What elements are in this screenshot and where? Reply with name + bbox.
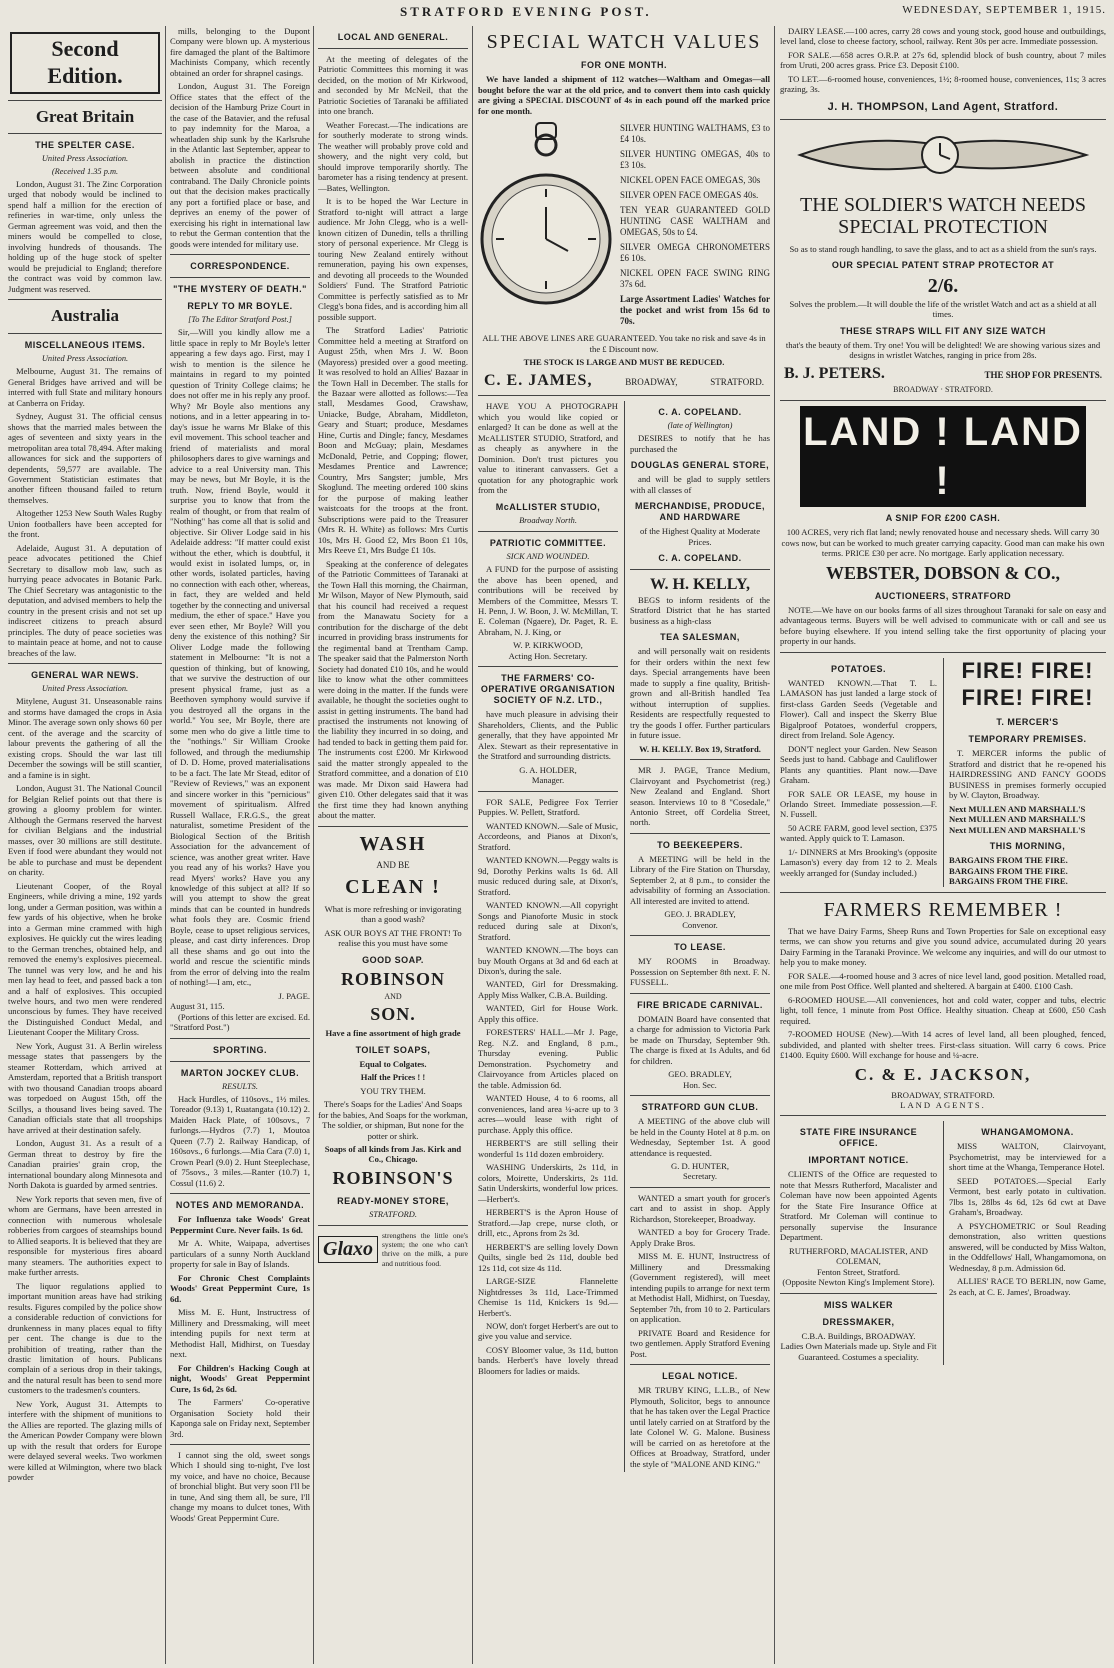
patriotic-heading: PATRIOTIC COMMITTEE. [489,537,607,548]
gun-club-heading: STRATFORD GUN CLUB. [641,1102,759,1113]
ads-left [478,401,618,1472]
column-rule [313,26,314,1664]
farmers-heading: FARMERS REMEMBER ! [823,898,1063,921]
fire-banner: FIRE! FIRE! [961,684,1094,710]
column-1 [8,26,162,1664]
glaxo-logo: Glaxo [318,1236,378,1262]
letter-date: August 31, 115. [170,1001,225,1012]
mullen-line: Next MULLEN AND MARSHALL'S [949,814,1086,825]
column-2 [170,26,310,1664]
copeland-text: DESIRES to notify that he has purchased the [630,433,770,454]
glaxo-ad [318,1231,468,1268]
property-ad: FOR SALE.—4-roomed house and 3 acres of nice level land, good position. Metalled road, one mile from Post Office. Well planted and sheltered. A bargain at £400. £100 Cash. [780,970,1106,992]
column-5 [780,26,1106,1664]
article-paragraph: Adelaide, August 31. A deputation of peace advocates petitioned the Chief Secretary to disallow mob law, such as hurrying peace advocates in Botanic Park. The Chief Secretary was antagonistic to the deputation, and advised members to help the country in the present crisis and not set up indiscreet citizens to preach absurd principles. The duty of peace societies was to maintain peace at home, and not to cause breaches of the law. [8,542,162,658]
classified-ad: HERBERT'S are selling lovely Down Quilts, single bed 2s 11d, double bed 12s 11d, cot size 4s 11d. [478,1241,618,1273]
mullen-line: Next MULLEN AND MARSHALL'S [949,803,1086,814]
beekeepers-heading: TO BEEKEEPERS. [657,839,743,850]
mullen-line: Next MULLEN AND MARSHALL'S [949,824,1086,835]
price-item: SILVER HUNTING WALTHAMS, £3 to £4 10s. [620,123,770,145]
column-rule [165,26,166,1664]
land-text: 100 ACRES, very rich flat land; newly renovated house and necessary sheds. Will carry 30 cows now, but can be worked to much greater carrying capacity. Good man can make his own terms. PRICE £30 per acre. No mortgage. Early application necessary. [781,527,1105,559]
and-word: AND [384,992,402,1002]
classified-ad: HERBERT'S is the Apron House of Stratford.—Jap crepe, nurse cloth, or drill, etc., Aprons from 2s 3d. [478,1207,618,1239]
article-paragraph: The Stratford Ladies' Patriotic Committee held a meeting at Stratford on August 25th, when Mrs J. W. Boon (Mayoress) presided over a good meeting. It was resolved to hold an Allies' Bazaar in the Town Hall in December. The stalls for the Bazaar were allotted as follows:—Tea stall, Mesdames Good, Crawshaw, Uniacke, Budge, Abraham, Middleton, Geary and Stuart; produce, Mesdames Hine, Curtis and Dingle; fancy, Mesdames Boon and McGuay; plain, Mesdames McDonald, Petrie, and Copping; flower, Mesdames Prentice and Lawrence; Country, Mrs Sangster; jumble, Mrs Skoglund. The meeting ordered 100 skins for the purpose of making leather waistcoats for the troops at the front. Subscriptions were paid to the Treasurer (Mrs R. H. White) as follows: Mrs Curtis 10s, Mrs H. Good £2, Mrs Boon £1 10s, Mrs Reeve £1, Mrs Budge £1 10s. [318,325,468,556]
article-paragraph: Mitylene, August 31. Unseasonable rains and storms have damaged the crops in Asia Minor. The average sown only shows 60 per cent. of the average and the scarcity of labour prevents the gathering of all the existing crops. Should the war last till December the sowings will be still scantier, and a famine is in sight. [8,696,162,780]
classified-ad: MISS WALTON, Clairvoyant, Psychometrist, may be interviewed for a short time at the Whanga, Temperance Hotel. [949,1141,1106,1173]
mystery-heading: "THE MYSTERY OF DEATH." [173,284,307,295]
press-association: United Press Association. [41,154,129,164]
state-fire-text: CLIENTS of the Office are requested to note that Messrs Rutherford, Macalister and Coleman have now been appointed Agents for the State Fire Insurance Office at Stratford. Mr Coleman will continue to personally supervise the Insurance Department. [780,1169,937,1243]
carnival-text: DOMAIN Board have consented that a charge for admission to Victoria Park be made on Thursday, September 9th. The charge is fixed at 1s Adults, and 6d for children. [630,1013,770,1066]
temp-premises: TEMPORARY PREMISES. [968,734,1087,745]
peters-footer [784,364,1102,384]
sporting-heading: SPORTING. [212,1044,267,1055]
kelly-trade: TEA SALESMAN, [660,632,740,643]
classified-ad: WANTED a smart youth for grocer's cart and to assist in shop. Apply Richardson, Storekeeper, Broadway. [630,1192,770,1224]
article-paragraph: Altogether 1253 New South Wales Rugby Union footballers have been accepted for the front. [8,508,162,540]
guarantee-line: ALL THE ABOVE LINES ARE GUARANTEED. You take no risk and save 4s in the £ Discount now. [482,333,766,354]
try-them: YOU TRY THEM. [360,1085,426,1096]
letter-text: Sir,—Will you kindly allow me a little space in reply to Mr Boyle's letter appearing a few days ago. First, may I wish to mention is the silence he maintains in regard to my pointed question of Trinity College claims; he does not offer me in his reply any proof. Why? Mr Boyle also mentions any notions, and in a letter appearing in to-day's issue he warns Mr Blake of this evil movement. This school teacher and friend of materialists and moral philosophers dares to give warnings and advice to a real University man. This may be news, but Mr Boyle, it is the truth. Now, friend Boyle, would it surprise you to know that from the realm of thought, or from that realm of "Nothing" has come all that is solid and objective. Sir Oliver Lodge said in his Adelaide address: "If matter could exist without the ether, which is doubtful, it would exist in isolated lumps, or, in other words, isolated particles, having no connection with each other, whereas, in fact, they are welded and held together by the connecting and universal medium, the ether of space." Have you ever seen ether, Mr Boyle? Will you deny the existence of this nothing? Sir Oliver Lodge made the following statement in Melbourne: "It is not a question of thinking, but of knowing, that we survive the destruction of our present physical frame, just as a Beethoven symphony would survive if you destroyed all the organs in the world." You see, Mr Boyle, there are some men who do give a little time to the "nothings." Sir William Crooke followed, and through the mediumship of D. D. Home, proved materialisations to be a fact. The late Mr Stead, editor of "Review of Reviews," was an exponent and sincere worker in this "pernicious" movement of spiritualism. Alfred Russell Wallace, F.R.G.S., the great naturalist, sometime President of the Biological Section of the British Association for the advancement of science, was another great writer. Have you read any of his works? Have you read Myers' works? Have you any knowledge of this subject at all? If so will you attempt to show the great minds that can be counted in hundreds what fools they are. Cosmic friend Boyle, cease to upset religious services, please, and cast dirty inferences. Drop all these shams and go out into the world and rescue the scientific minds from the error of delving into the realm of nothing!—I am, etc., [170,327,310,988]
peters-name: B. J. PETERS. [784,364,885,382]
bargains-line: BARGAINS FROM THE FIRE. [949,876,1068,887]
soldier-text: So as to stand rough handling, to save the glass, and to act as a shield from the sun's rays. [789,243,1097,254]
two-column-ads [478,401,770,1472]
strap-price: 2/6. [927,275,959,298]
store-type: READY-MONEY STORE, [337,1195,449,1206]
classified-ad: COSY Bloomer value, 3s 11d, button bands. Herbert's have lovely thread Bloomers for ladies or maids. [478,1344,618,1376]
for-one-month: FOR ONE MONTH. [581,60,667,71]
ads-right [943,1121,1106,1365]
classified-ad: WANTED, Girl for Dressmaking. Apply Miss Walker, C.B.A. Building. [478,979,618,1000]
classified-ad: SEED POTATOES.—Special Early Vermont, best early potato in cultivation. 7lbs 1s, 28lbs 4s 6d, 12s 6d cwt at Dave Graham's, Broadway. [949,1175,1106,1218]
note-item: Miss M. E. Hunt, Instructress of Millinery and Dressmaking, will meet intending pupils for next term at Methodist Hall, Midhirst, on Tuesday next. [170,1307,310,1360]
photo-ad: HAVE YOU A PHOTOGRAPH which you would like copied or enlarged? It can be done as well at the McALLISTER STUDIO, Stratford, and as cheaply as anywhere in the Dominion. Don't trust pictures you value to itinerant canvassers. Get a quotation for any photographic work from the [478,401,618,496]
article-paragraph: New York, August 31. A Berlin wireless message states that passengers by the steamer Rotterdam, which arrived at Amsterdam, reported that a British transport with two thousand Canadian troops aboard was torpedoed on August 15th, off the Scillys, a thousand lives being saved. The Canadian officials state that all troopships have arrived at their destination safely. [8,1040,162,1135]
classified-ad: WANTED a boy for Grocery Trade. Apply Drake Bros. [630,1227,770,1248]
race-results: Hack Hurdles, of 110sovs., 1½ miles. Toreador (9.13) 1, Ruatangata (10.12) 2. Maiden Hack Plate, of 100sovs., 7 furlongs.—Hydros (7.7) 1, Moutoa Queen (7.7) 2. Railway Handicap, of 160sovs., 6 furlongs.—Mia Cara (7.0) 1, Crown Pearl (9.0) 2. Hunt Steeplechase, of 75sovs., 3 miles.—Ranter (10.7) 1, Cossul (11.6) 2. [170,1093,310,1188]
mercer-name: T. MERCER'S [996,717,1059,728]
masthead [0,0,1114,22]
holder-role: Manager. [531,775,565,786]
article-paragraph: Speaking at the conference of delegates of the Patriotic Committees of Taranaki at the Town Hall this morning, the Chairman, Mr Wilson, Mayor of New Plymouth, said that his council had received a request from the Manawatu Society for a contribution for the discharge of the debt incurred in providing brass instruments for the regimental band at Trentham Camp. The speaker said that the Palmerston North Society had donated £10 10s, and he would like to know what the other committees were doing in the matter. If the funds were available, he thought the societies ought to assist in getting instruments. The band had practised the instruments not knowing of the liability they incurred in so doing, and had tended to back in getting them paid for. The instruments cost £200. Mr Kirkwood said the matter strongly appealed to the Stratford committee, and a donation of £10 was made. Mr Dixon said Hawera had given £10. Other delegates said that it was the first time they had known anything about the matter. [318,558,468,821]
classified-ad: A PSYCHOMETRIC or Soul Reading demonstration, also written questions answered, will be conducted by Miss Walton, in the Oddfellows' Hall, Whangamomona, on Wednesday, 8 p.m. Admission 6d. [949,1220,1106,1273]
classified-ad: WASHING Underskirts, 2s 11d, in colors, Moirette, Underskirts, 2s 11d. Satin Underskirts, wonderful low prices.—Herbert's. [478,1162,618,1204]
potatoes-heading: POTATOES. [830,663,886,674]
important-notice: IMPORTANT NOTICE. [808,1155,909,1166]
copeland-text: and will be glad to supply settlers with all classes of [630,474,770,495]
classified-ad: 50 ACRE FARM, good level section, £375 wanted. Apply quick to T. Lamason. [780,822,937,844]
article-paragraph: London, August 31. As a result of a German threat to destroy by fire the Canadian prairies' grain crop, the international boundary along Minnesota and North Dakota is guarded by armed sentries. [8,1138,162,1191]
watch-values-heading: SPECIAL WATCH VALUES [486,31,762,53]
soap-question: What is more refreshing or invigorating than a good wash? [324,903,462,925]
classified-ad: 1/- DINNERS at Mrs Brooking's (opposite Lamason's) every day from 12 to 2. Meals weekly arranged for (Sunday included.) [780,846,937,878]
webster-name: WEBSTER, DOBSON & CO., [825,562,1061,583]
article-paragraph: New York, August 31. Attempts to interfere with the shipment of munitions to the Allies are reported. The glazing mills of the American Powder Company were blown up with the result that orders for Europe were delayed several weeks. Two workmen were killed at Wilmington, where two black powder [8,1398,162,1483]
classified-ad: FOR SALE, Pedigree Fox Terrier Puppies. W. Pellett, Stratford. [478,796,618,818]
price-item: SILVER OPEN FACE OMEGAS 40s. [620,190,759,201]
article-paragraph: Melbourne, August 31. The remains of General Bridges have arrived and will be interred with full State and military honours at Canberra on Friday. [8,366,162,408]
note-item: For Children's Hacking Cough at night, Woods' Great Peppermint Cure, 1s 6d, 2s 6d. [170,1362,310,1394]
great-britain-heading: Great Britain [35,106,135,126]
price-item: Large Assortment Ladies' Watches for the pocket and wrist from 15s 6d to 70s. [620,293,770,326]
farmers-coop-text: have much pleasure in advising their Shareholders, Clients, and the Public generally, that they have appointed Mr Alex. Stewart as their representative in the Stratford and surrounding districts. [478,709,618,762]
copeland-name: C. A. COPELAND. [658,407,742,418]
kelly-box: W. H. KELLY. Box 19, Stratford. [639,743,761,754]
classified-ad: DON'T neglect your Garden. New Season Seeds just to hand. Cabbage and Cauliflower Plants any quantities. Plant now.—Dave Graham. [780,743,937,786]
newspaper-title: STRATFORD EVENING POST. [400,4,652,19]
article-paragraph: It is to be hoped the War Lecture in Stratford to-night will attract a large audience. Mr John Clegg, who is a well-known citizen of Dunedin, tells a thrilling story of personal experience. Mr Clegg is touring New Zealand entirely without remuneration, paying his own expenses, and devoting all proceeds to the Wounded Soldiers' Fund. The Stratford Patriotic Committee is perfectly satisfied as to Mr Clegg's bona fides, and is according him all possible support. [318,196,468,322]
property-ad: TO LET.—6-roomed house, conveniences, 1½; 8-roomed house, conveniences, 11s; 3 acres grazing, 3s. [780,73,1106,95]
beekeepers-text: A MEETING will be held in the Library of the Fire Station on Thursday, September 2, at 8 p.m., to consider the advisability of forming an Association. All interested are invited to attend. [630,853,770,906]
pocket-watch-icon [478,119,614,333]
equal-colgates: Equal to Colgates. [359,1058,427,1069]
walker-trade: DRESSMAKER, [822,1316,895,1327]
column-4 [478,26,770,1664]
reply-heading: REPLY TO MR BOYLE. [187,301,293,312]
hunter-name: G. D. HUNTER, [670,1161,729,1171]
legal-text: MR TRUBY KING, L.L.B., of New Plymouth, Solicitor, begs to announce that he has taken over the Legal Practice until lately carried on at Stratford by the late Colonel W. G. Malone. Business will be carried on as heretofore at the Offices at Broadway, Stratford, under the style of "MALONE AND KING." [630,1385,770,1469]
classified-ad: WANTED, Girl for House Work. Apply this office. [478,1003,618,1024]
article-paragraph: New York reports that seven men, five of whom are Germans, have been arrested in connection with numerous wholesale robberies from cargoes of steamships bound to Allied seaports. It is believed that they are responsible for mysterious fires aboard many steamers. The authorities expect to make further arrests. [8,1193,162,1278]
kelly-text: BEGS to inform residents of the Stratford District that he has started business as a high-class [630,594,770,626]
article-paragraph: Weather Forecast.—The indications are for southerly moderate to strong winds. The weather will probably prove cold and showery, and the night very cold, but should improve temporarily shortly. The barometer has a rising tendency at present.—Bates, Wellington. [318,119,468,193]
classified-ad: ALLIES' RACE TO BERLIN, now Game, 2s each, at C. E. James', Broadway. [949,1276,1106,1297]
two-column-ads [780,658,1106,887]
ads-right [624,401,770,1472]
property-ad: FOR SALE.—658 acres O.R.P. at 27s 6d, splendid block of bush country, about 7 miles from Uruti, 200 acres grass. Price £3. Deposit £100. [780,49,1106,71]
classified-ad: LARGE-SIZE Flannelette Nightdresses 3s 11d, Lace-Trimmed Chemise 1s 11d, Knickers 1s 9d.—Herbert's. [478,1276,618,1318]
land-agents: LAND AGENTS. [900,1100,986,1110]
wristwatch-strap-icon [780,125,1106,185]
letter-signature: J. PAGE. [278,990,310,1001]
article-paragraph: Lieutenant Cooper, of the Royal Engineers, while driving a mine, 192 yards long, under a German position, was within a few yards of his objective, when he broke into a German mine crammed with high explosives. He quickly cut the wires leading to the German trenches, obtained help, and removed the enemy's explosives piecemeal. The tunnel was very low, and he and his men lay head to feet, and passed back a ton and a half of explosives. This occupied twelve hours, and two men were rendered unconscious by fumes. They have received the Distinguished Conduct Medal, and Lieutenant Cooper the Military Cross. [8,880,162,1038]
watch-offer [478,119,770,333]
note-item: Mr A. White, Waipapa, advertises particulars of a sunny North Auckland property for sale in Bay of Islands. [170,1238,310,1270]
bargains-line: BARGAINS FROM THE FIRE. [949,855,1068,866]
wash-headline: WASH [359,832,427,855]
classified-ad: WANTED KNOWN.—All copyright Songs and Pianoforte Music in stock reduced during sale at Dixon's, Stratford. [478,900,618,942]
watch-price-list [620,119,770,333]
price-item: SILVER OMEGA CHRONOMETERS £6 10s. [620,242,770,263]
issue-date: WEDNESDAY, SEPTEMBER 1, 1915. [902,4,1106,16]
page-ad: MR J. PAGE, Trance Medium, Clairvoyant and Psychometrist (reg.) New Zealand and England. Short season. Interviews 10 to 8 "Cosedale," Antonio Street, off Cordelia Street, north. [630,765,770,828]
hunter-role: Secretary. [682,1171,718,1182]
store-town: STRATFORD. [369,1209,417,1219]
assortment-line: Have a fine assortment of high grade [325,1028,461,1039]
copeland-store: DOUGLAS GENERAL STORE, [630,460,770,471]
press-association: United Press Association. [41,684,129,694]
rmc-opposite: (Opposite Newton King's Implement Store). [782,1277,935,1288]
price-item: SILVER HUNTING OMEGAS, 40s to £3 10s. [620,149,770,171]
ads-right [943,658,1106,887]
farmers-coop-heading: THE FARMERS' CO-OPERATIVE ORGANISATION SOCIETY OF N.Z. LTD., [480,673,616,706]
column-3 [318,26,468,1664]
stock-line: THE STOCK IS LARGE AND MUST BE REDUCED. [523,357,725,368]
classified-ad: WANTED KNOWN.—That T. L. LAMASON has just landed a large stock of first-class Garden Seeds (Vegetable and Flower). Call and inspect the Skerry Blue Bigalproof Potatoes, wonderful croppers, direct from Ireland. Sole Agency. [780,677,937,741]
property-ad: 7-ROOMED HOUSE (New).—With 14 acres of level land, all been ploughed, fenced, subdivided, and planted with shelter trees. First-class situation. Will carry 6 cows. Price £1400. Equity £600. Will exchange for house and ¼-acre. [780,1029,1106,1061]
ads-left [780,1121,937,1365]
classified-ad: HERBERT'S are still selling their wonderful 1s 11d dozen embroidery. [478,1138,618,1159]
classified-ad: WANTED KNOWN.—Peggy walts is 9d, Dorothy Perkins walts 1s 6d. All music reduced during sale, at Dixon's, Stratford. [478,855,618,897]
copeland-goods: MERCHANDISE, PRODUCE, AND HARDWARE [634,501,765,523]
article-paragraph: London, August 31. The Foreign Office states that the effect of the decision of the Hamburg Prize Court in the case of the Batavier, and the refusal to pay indemnity for the Maroa, a wheatladen ship sunk by the Karlsruhe in the Atlantic last September, appear to abolish in practice the distinction between absolute and conditional contraband. The Daily Chronicle points out that the decision makes practically any port a fortified place or base, and deprives an enemy of the power of exercising his right in international law to rebut the German contention that the goods were intended for military use. [170,81,310,249]
bradley-role: Hon. Sec. [683,1079,717,1090]
thompson-agent: J. H. THOMPSON, Land Agent, Stratford. [827,100,1059,113]
ads-left [780,658,937,887]
fit-text: that's the beauty of them. Try one! You will be delighted! We are showing various sizes and designs in wristlet Watches, ranging in price from 28s. [785,339,1101,361]
patriotic-text: A FUND for the purpose of assisting the above has been opened, and contributions will be received by Members of the Committee, Messrs T. H. Penn, J. W. Boon, J. W. McMillan, T. E. Coleman (Ngaere), Dr. Paget, R. E. Abraham, N. J. King, or [478,564,618,637]
bradley-name: GEO. J. BRADLEY, [664,909,736,920]
note-item: The Farmers' Co-operative Organisation Society hold their Kaponga sale on Friday next, September 3rd. [170,1397,310,1439]
lease-text: MY ROOMS in Broadway. Possession on September 8th next. F. N. FUSSELL. [630,956,770,988]
copeland-quality: of the Highest Quality at Moderate Prices. [639,526,761,547]
james-footer [484,371,764,391]
peters-address: BROADWAY · STRATFORD. [893,385,993,395]
snip-line: A SNIP FOR £200 CASH. [885,513,1001,524]
and-be: AND BE [376,860,410,871]
kirkwood-role: Acting Hon. Secretary. [508,650,588,661]
holder-name: G. A. HOLDER, [519,764,577,775]
copeland-late: (late of Wellington) [667,421,733,431]
farmers-text: That we have Dairy Farms, Sheep Runs and Town Properties for Sale on exceptional easy terms, we can show you returns and give you sound advice, accumulated during 20 years Dairy Farming in the Taranaki Province. We welcome any inquiries, and will do our utmost to help you to make money. [780,925,1106,968]
kirkwood-name: W. P. KIRKWOOD, [513,640,583,651]
classified-ad: MISS M. E. HUNT, Instructress of Millinery and Dressmaking (Government registered), will meet intending pupils to arrange for next term at Methodist Hall, Midhirst, on Tuesday, September 7th, from 10 to 2. Particulars on application. [630,1251,770,1325]
auctioneers: AUCTIONEERS, STRATFORD [874,590,1012,601]
mercer-text: T. MERCER informs the public of Stratford and district that he re-opened his HAIRDRESSING AND FANCY GOODS BUSINESS in premises formerly occupied by W. Clayton, Broadway. [949,748,1106,801]
article-paragraph: mills, belonging to the Dupont Company were blown up. A mysterious fire damaged the plant of the Baltimore Machinists Company, which recently obtained an order for shrapnel casings. [170,26,310,78]
classified-ad: FORESTERS' HALL.—Mr J. Page, Reg. N.Z. and England, 8 p.m., Thursday evening. Public Demonstration. Psychometry and Clairvoyance from Articles placed on the table. Admission 6d. [478,1027,618,1090]
soldier-watch-heading: THE SOLDIER'S WATCH NEEDS SPECIAL PROTECTION [799,193,1086,238]
rmc-name: RUTHERFORD, MACALISTER, AND COLEMAN, [789,1245,928,1267]
column-rule [472,26,473,1664]
notes-heading: NOTES AND MEMORANDA. [175,1200,305,1211]
note-item: For Influenza take Woods' Great Peppermint Cure. Never fails. 1s 6d. [170,1214,310,1235]
walker-name: MISS WALKER [823,1299,893,1310]
column-rule [774,26,775,1664]
lease-heading: TO LEASE. [674,942,726,953]
sick-wounded: SICK AND WOUNDED. [506,551,590,561]
kelly-text: and will personally wait on residents for their orders within the next few days. Special arrangements have been made to supply a fine quality, British-grown and all-British handled Tea without interruption of supplies. Residents are respectfully requested to try the goods I offer. Further particulars in future issue. [630,646,770,741]
state-fire-heading: STATE FIRE INSURANCE OFFICE. [799,1127,918,1149]
australia-heading: Australia [51,306,119,326]
classified-ad: FOR SALE OR LEASE, my house in Orlando Street. Immediate possession.—F. N. Fussell. [780,788,937,820]
legal-heading: LEGAL NOTICE. [662,1371,738,1382]
classified-ad: WANTED House, 4 to 6 rooms, all conveniences, land area ¼-acre up to 3 acres—would lease with right of purchase. Apply this office. [478,1093,618,1135]
edition-banner: Second Edition. [10,32,160,94]
price-item: NICKEL OPEN FACE SWING RING 37s 6d. [620,267,770,289]
studio-name: McALLISTER STUDIO, [495,501,601,512]
property-ad: DAIRY LEASE.—100 acres, carry 28 cows and young stock, good house and outbuildings, level land, close to cheese factory, school, railway. Rent 30s per acre. Immediate possession. [780,26,1106,47]
good-soap: GOOD SOAP. [362,954,424,965]
classified-ad: WANTED KNOWN.—Sale of Music, Accordeons, and Pianos at Dixon's, Stratford. [478,820,618,852]
james-name: C. E. JAMES, [484,371,593,389]
walker-text: Ladies Own Materials made up. Style and Fit Guaranteed. Costumes a speciality. [780,1341,937,1362]
article-paragraph: London, August 31. The National Council for Belgian Relief points out that there is growing a gloomy problem for winter. Although the Germans reserved the harvest for civilian Belgians and the industrial masses, over 30 millions are still destitute. Even if food were abundant they would not be able to purchase and must be dependent on charity. [8,783,162,878]
bargains-line: BARGAINS FROM THE FIRE. [949,865,1068,876]
solves-text: Solves the problem.—It will double the life of the wristlet Watch and act as a shield at all times. [789,298,1097,320]
studio-address: Broadway North. [519,515,577,525]
toilet-soaps: TOILET SOAPS, [355,1044,431,1055]
whangamomona-heading: WHANGAMOMONA. [981,1127,1074,1138]
carnival-heading: FIRE BRICADE CARNIVAL. [637,999,763,1010]
received-time: (Received 1.35 p.m. [51,166,119,176]
peters-tag: THE SHOP FOR PRESENTS. [984,369,1102,380]
rmc-address: Fenton Street, Stratford. [816,1266,901,1277]
half-price: Half the Prices ! ! [360,1072,426,1083]
war-news-heading: GENERAL WAR NEWS. [31,670,139,681]
fire-banner: FIRE! FIRE! [961,657,1094,683]
local-general-heading: LOCAL AND GENERAL. [337,32,449,42]
ask-boys: ASK OUR BOYS AT THE FRONT! To realise this you must have some [324,927,462,949]
son-name: SON. [370,1004,416,1025]
jackson-name: C. & E. JACKSON, [854,1064,1032,1084]
bradley-role: Convenor. [682,919,718,930]
walker-address: C.B.A. Buildings, BROADWAY. [801,1330,916,1341]
article-paragraph: The liquor regulations applied to important munition areas have had striking results. Figures compiled by the police show a considerable reduction of convictions for drunkenness in many places equal to fifty per cent. The change is due to the prohibition of treating, rather than the drastic limitation of hours. Publicans complain of a serious drop in their takings, and the natural result has been to send more customers to the tradesmen's counters. [8,1280,162,1396]
robinson-name: ROBINSON [340,968,446,989]
glaxo-text: strengthens the little one's system; the one who can't thrive on the milk, a pure and nutritious food. [382,1231,468,1268]
property-ad: 6-ROOMED HOUSE.—All conveniences, hot and cold water, copper and tubs, electric light, toll fence, 1 minute from Post Office. Healthy situation. Cheap at £600, £50 Cash required. [780,994,1106,1026]
kelly-name: W. H. KELLY, [649,576,751,594]
price-item: TEN YEAR GUARANTEED GOLD HUNTING CASE WALTHAM and OMEGAS, 50s to £4. [620,205,770,238]
store-name: ROBINSON'S [332,1167,454,1188]
land-banner: LAND ! LAND ! [800,406,1086,508]
this-morning: THIS MORNING, [989,841,1066,852]
james-town: STRATFORD. [710,376,764,387]
marton-heading: MARTON JOCKEY CLUB. [180,1067,300,1078]
classified-ad: NOW, don't forget Herbert's are out to give you value and service. [478,1321,618,1342]
bradley-name: GEO. BRADLEY, [668,1069,732,1080]
soap-verse: There's Soaps for the Ladies' And Soaps for the babies, And Soaps for the workman, The soldier, or shipman, But none for the potter or shirk. [318,1099,468,1141]
soap-kinds: Soaps of all kinds from Jas. Kirk and Co., Chicago. [324,1144,462,1165]
spelter-heading: THE SPELTER CASE. [35,140,135,151]
article-paragraph: London, August 31. The Zinc Corporation urged that nobody would be inclined to spend half a million for the erection of refineries in war-time, only unless the German agreement was void, and then the miners would be compelled to close, involving hundreds of thousands. The holding up of the huge stock of spelter would be prejudicial to England; therefore the contract was void by common law. Judgment was reserved. [8,178,162,294]
james-street: BROADWAY, [625,376,678,387]
clean-headline: CLEAN ! [345,876,441,899]
press-association: United Press Association. [41,353,129,363]
article-paragraph: Sydney, August 31. The official census shows that the married males between the ages of seventeen and sixty years in the metropolitan area total 78,494. After making allowances for sick and the supporters of dependents, 59,577 are available. The Government Statistician estimates that another fifteen thousand failed to return themselves. [8,411,162,505]
patent-line: OUR SPECIAL PATENT STRAP PROTECTOR AT [831,260,1055,271]
misc-items-heading: MISCELLANEOUS ITEMS. [24,339,146,350]
jackson-address: BROADWAY, STRATFORD. [891,1089,995,1100]
webster-note: NOTE.—We have on our books farms of all sizes throughout Taranaki for sale on easy and advantageous terms. Buyers will be well advised to communicate with or call and see us before buying elsewhere. If you intend selling take the first opportunity of placing your property in our hands. [780,604,1106,647]
fit-line: THESE STRAPS WILL FIT ANY SIZE WATCH [840,325,1046,336]
price-item: NICKEL OPEN FACE OMEGAS, 30s [620,175,761,186]
editor-note: (Portions of this letter are excised. Ed. "Stratford Post.") [170,1011,310,1033]
two-column-ads [780,1121,1106,1365]
results-label: RESULTS. [222,1081,258,1091]
classified-ad: PRIVATE Board and Residence for two gentlemen. Apply Stratford Evening Post. [630,1327,770,1359]
copeland-name: C. A. COPELAND. [658,553,742,564]
poem-verse: I cannot sing the old, sweet songs Which I should sing to-night, I've lost my voice, and have no choice, Because of bronchial blight. But very soon I'll be in tune, And sing them all, be sure, I'll change my moans to dulcet tones, With Woods' Great Peppermint Cure. [170,1449,310,1523]
to-editor: [To The Editor Stratford Post.] [188,315,292,325]
watch-intro: We have landed a shipment of 112 watches—Waltham and Omegas—all bought before the war at the old price, and to convert them into cash quickly are giving a SPECIAL DISCOUNT of 4s in each pound off the marked price for one month. [478,74,770,116]
gun-club-text: A MEETING of the above club will be held in the County Hotel at 8 p.m. on Wednesday, September 1st. A good attendance is requested. [630,1116,770,1158]
correspondence-heading: CORRESPONDENCE. [190,261,290,272]
classified-ad: WANTED KNOWN.—The boys can buy Mouth Organs at 3d and 6d each at Dixon's, during the sale. [478,945,618,976]
note-item: For Chronic Chest Complaints Woods' Great Peppermint Cure, 1s 6d. [170,1272,310,1304]
article-paragraph: At the meeting of delegates of the Patriotic Committees this morning it was decided, on the motion of Mr Kirkwood, and seconded by Mr McNeil, that the Patriotic Societies of Taranaki be affiliated into one branch. [318,53,468,117]
